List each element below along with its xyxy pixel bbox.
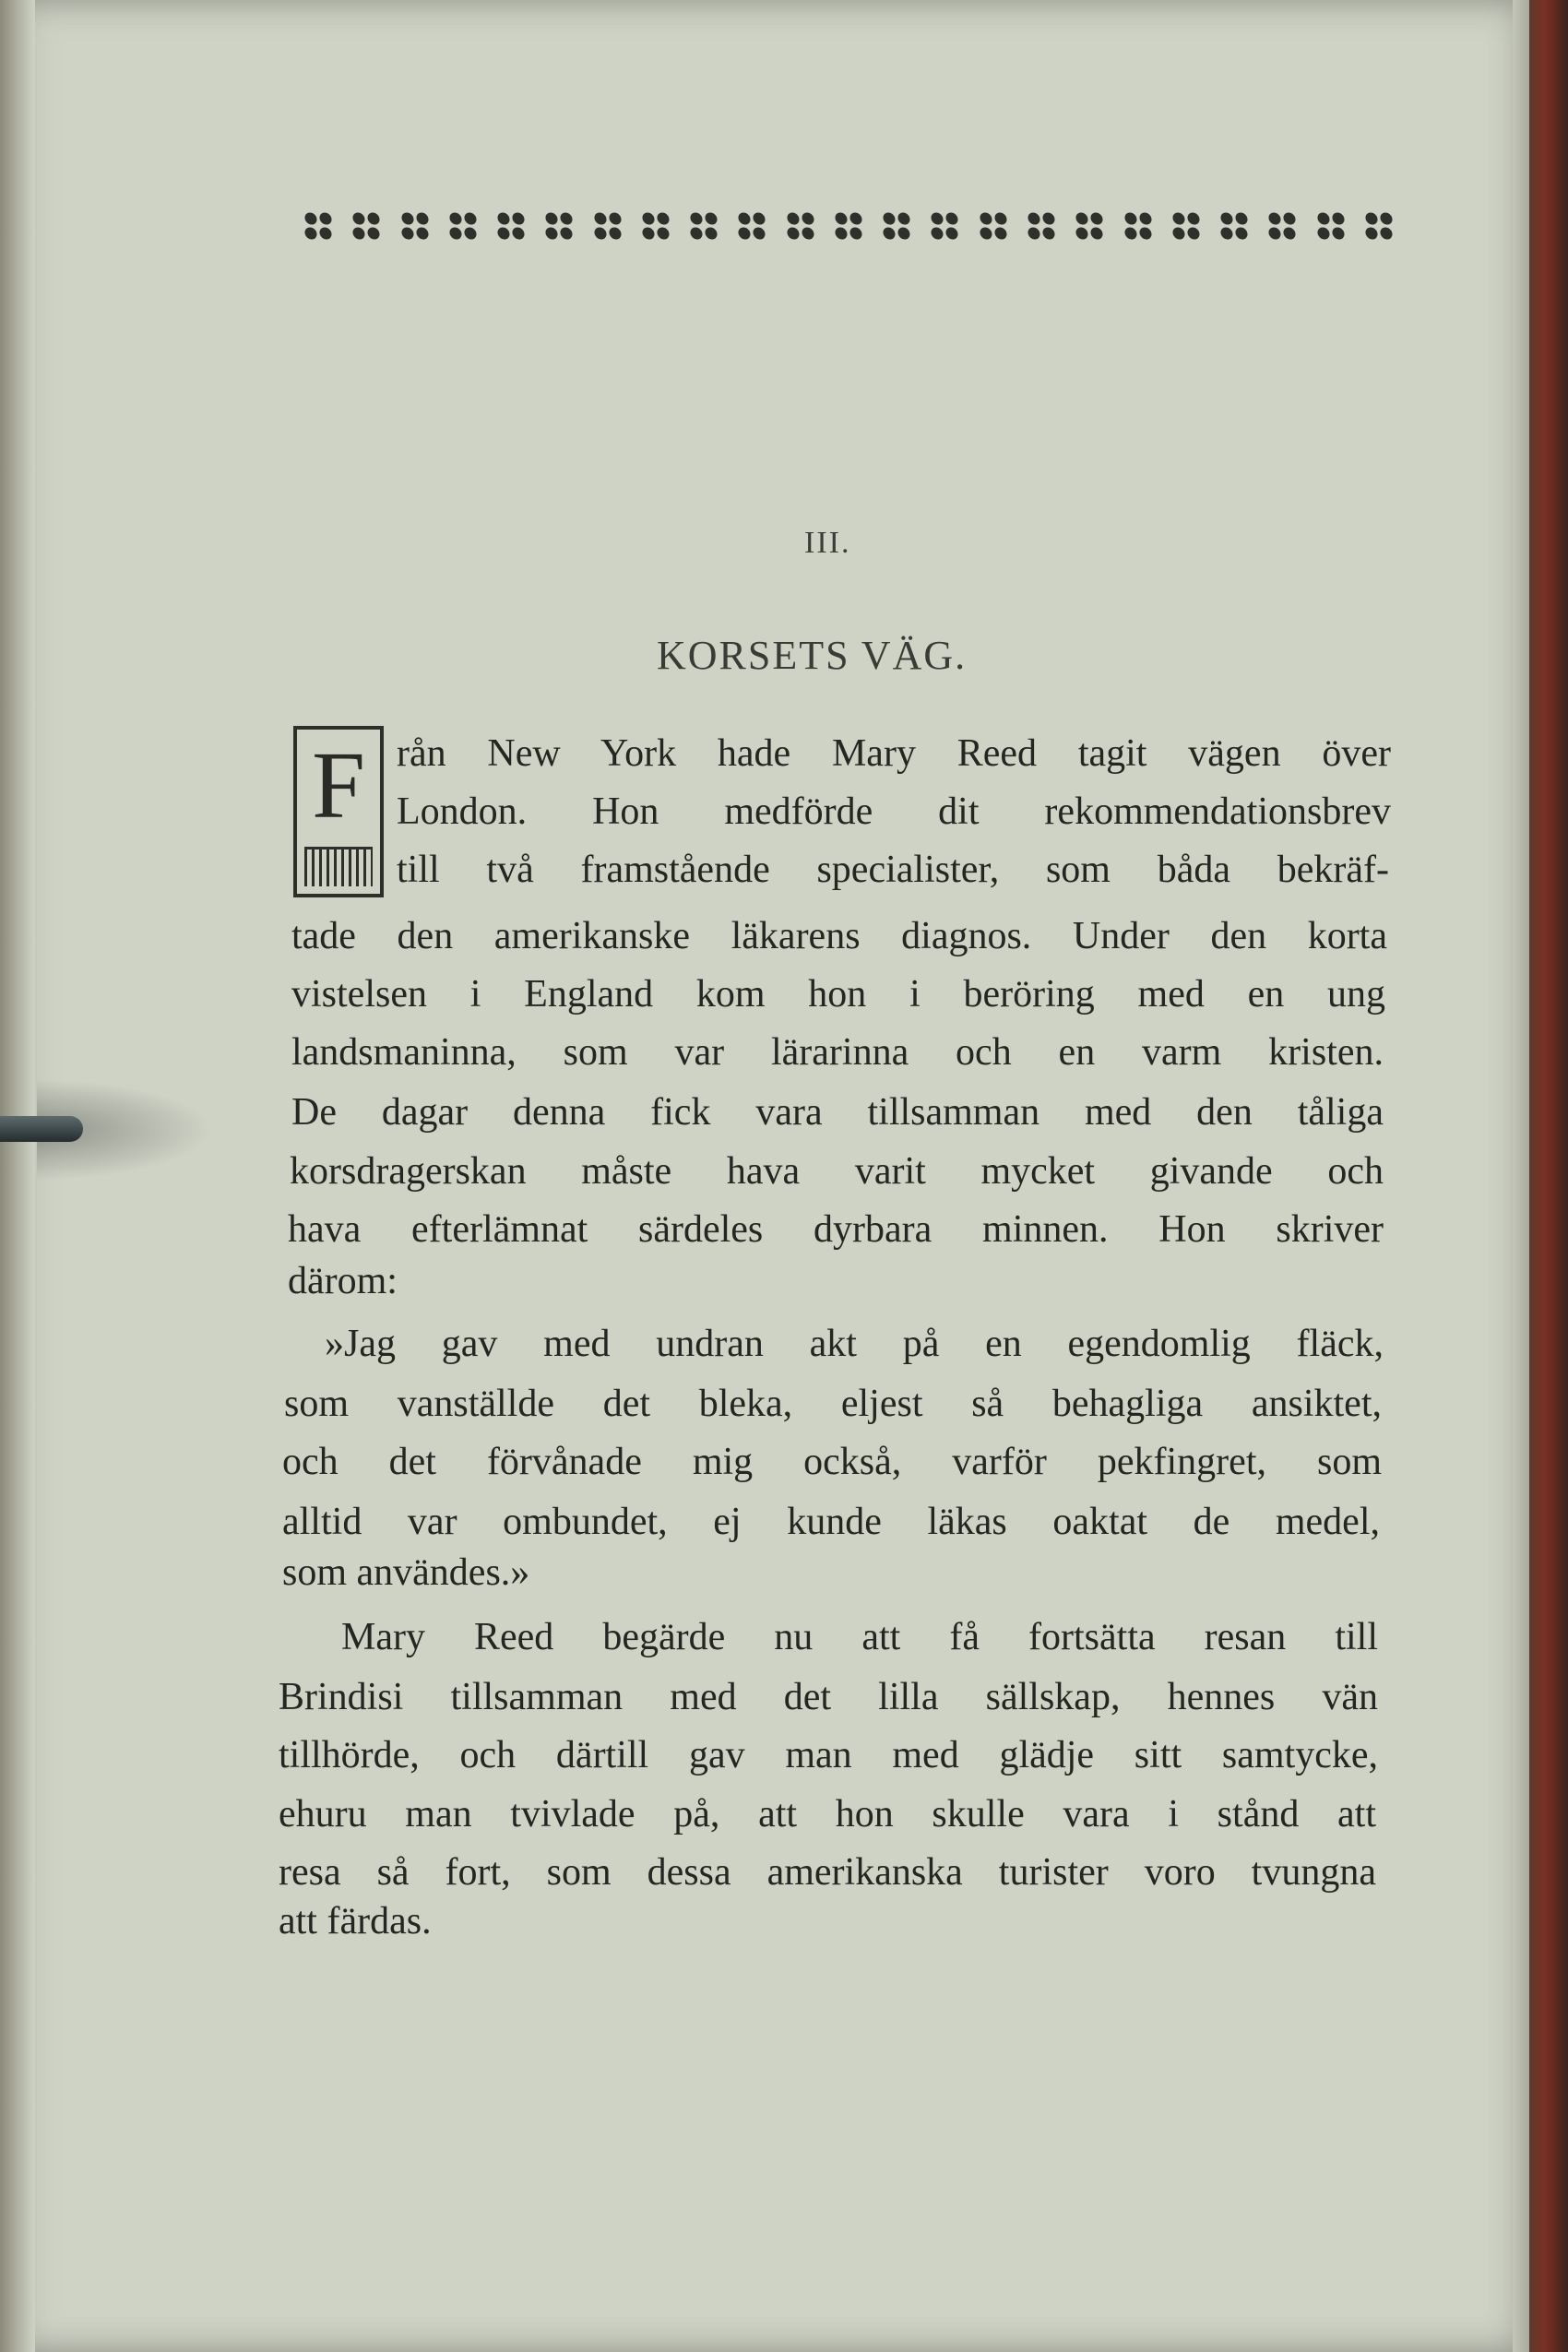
fleuron-icon (300, 208, 337, 244)
page-edge (1513, 0, 1529, 2352)
fleuron-icon (1168, 208, 1205, 244)
book-cover-edge (1529, 0, 1568, 2352)
text-line: Mary Reed begärde nu att få fortsätta resan till (341, 1616, 1378, 1658)
fleuron-icon (493, 208, 529, 244)
fleuron-icon (540, 208, 577, 244)
fleuron-icon (782, 208, 819, 244)
text-line: vistelsen i England kom hon i beröring med en ung (291, 973, 1385, 1016)
fleuron-icon (637, 208, 674, 244)
drop-cap-ornament (304, 847, 373, 886)
text-line: De dagar denna fick vara tillsamman med den tåliga (291, 1091, 1384, 1134)
page-clip (0, 1116, 83, 1142)
fleuron-icon (1264, 208, 1301, 244)
fleuron-icon (733, 208, 770, 244)
text-line: alltid var ombundet, ej kunde läkas oaktat de medel, (282, 1501, 1380, 1543)
text-line: därom: (288, 1260, 398, 1302)
fleuron-icon (1313, 208, 1349, 244)
text-line: ehuru man tvivlade på, att hon skulle vara i stånd att (279, 1793, 1376, 1835)
fleuron-icon (878, 208, 915, 244)
text-line: Brindisi tillsamman med det lilla sällskap, hennes vän (279, 1676, 1378, 1718)
fleuron-icon (1216, 208, 1253, 244)
text-line: tillhörde, och därtill gav man med glädje sitt samtycke, (279, 1734, 1378, 1776)
text-line: och det förvånade mig också, varför pekfingret, som (282, 1441, 1382, 1483)
ornament-border (300, 203, 1397, 249)
fleuron-icon (685, 208, 722, 244)
text-line: landsmaninna, som var lärarinna och en varm kristen. (291, 1031, 1384, 1074)
text-line: hava efterlämnat särdeles dyrbara minnen. Hon skriver (288, 1208, 1384, 1251)
fleuron-icon (830, 208, 867, 244)
text-line: korsdragerskan måste hava varit mycket givande och (290, 1150, 1384, 1193)
fleuron-icon (1120, 208, 1157, 244)
fleuron-icon (1023, 208, 1060, 244)
fleuron-icon (397, 208, 434, 244)
fleuron-icon (348, 208, 385, 244)
fleuron-icon (975, 208, 1012, 244)
text-line: resa så fort, som dessa amerikanska turister voro tvungna (279, 1851, 1376, 1894)
fleuron-icon (445, 208, 481, 244)
fleuron-icon (1071, 208, 1108, 244)
text-line: att färdas. (279, 1900, 432, 1942)
text-line: som användes.» (282, 1551, 530, 1594)
text-line: tade den amerikanske läkarens diagnos. Under den korta (291, 915, 1387, 957)
drop-cap (293, 726, 384, 897)
text-line: till två framstående specialister, som båda bekräf- (397, 849, 1389, 891)
fleuron-icon (926, 208, 963, 244)
chapter-title: KORSETS VÄG. (657, 633, 968, 678)
drop-cap-letter: F (312, 732, 365, 838)
text-line: som vanställde det bleka, eljest så behagliga ansiktet, (284, 1383, 1382, 1425)
text-line: »Jag gav med undran akt på en egendomlig fläck, (325, 1323, 1384, 1365)
text-line: rån New York hade Mary Reed tagit vägen över (397, 732, 1391, 775)
fleuron-icon (1360, 208, 1397, 244)
fleuron-icon (589, 208, 626, 244)
text-line: London. Hon medförde dit rekommendationsbrev (397, 790, 1391, 833)
page-gutter-shadow (0, 0, 35, 2352)
